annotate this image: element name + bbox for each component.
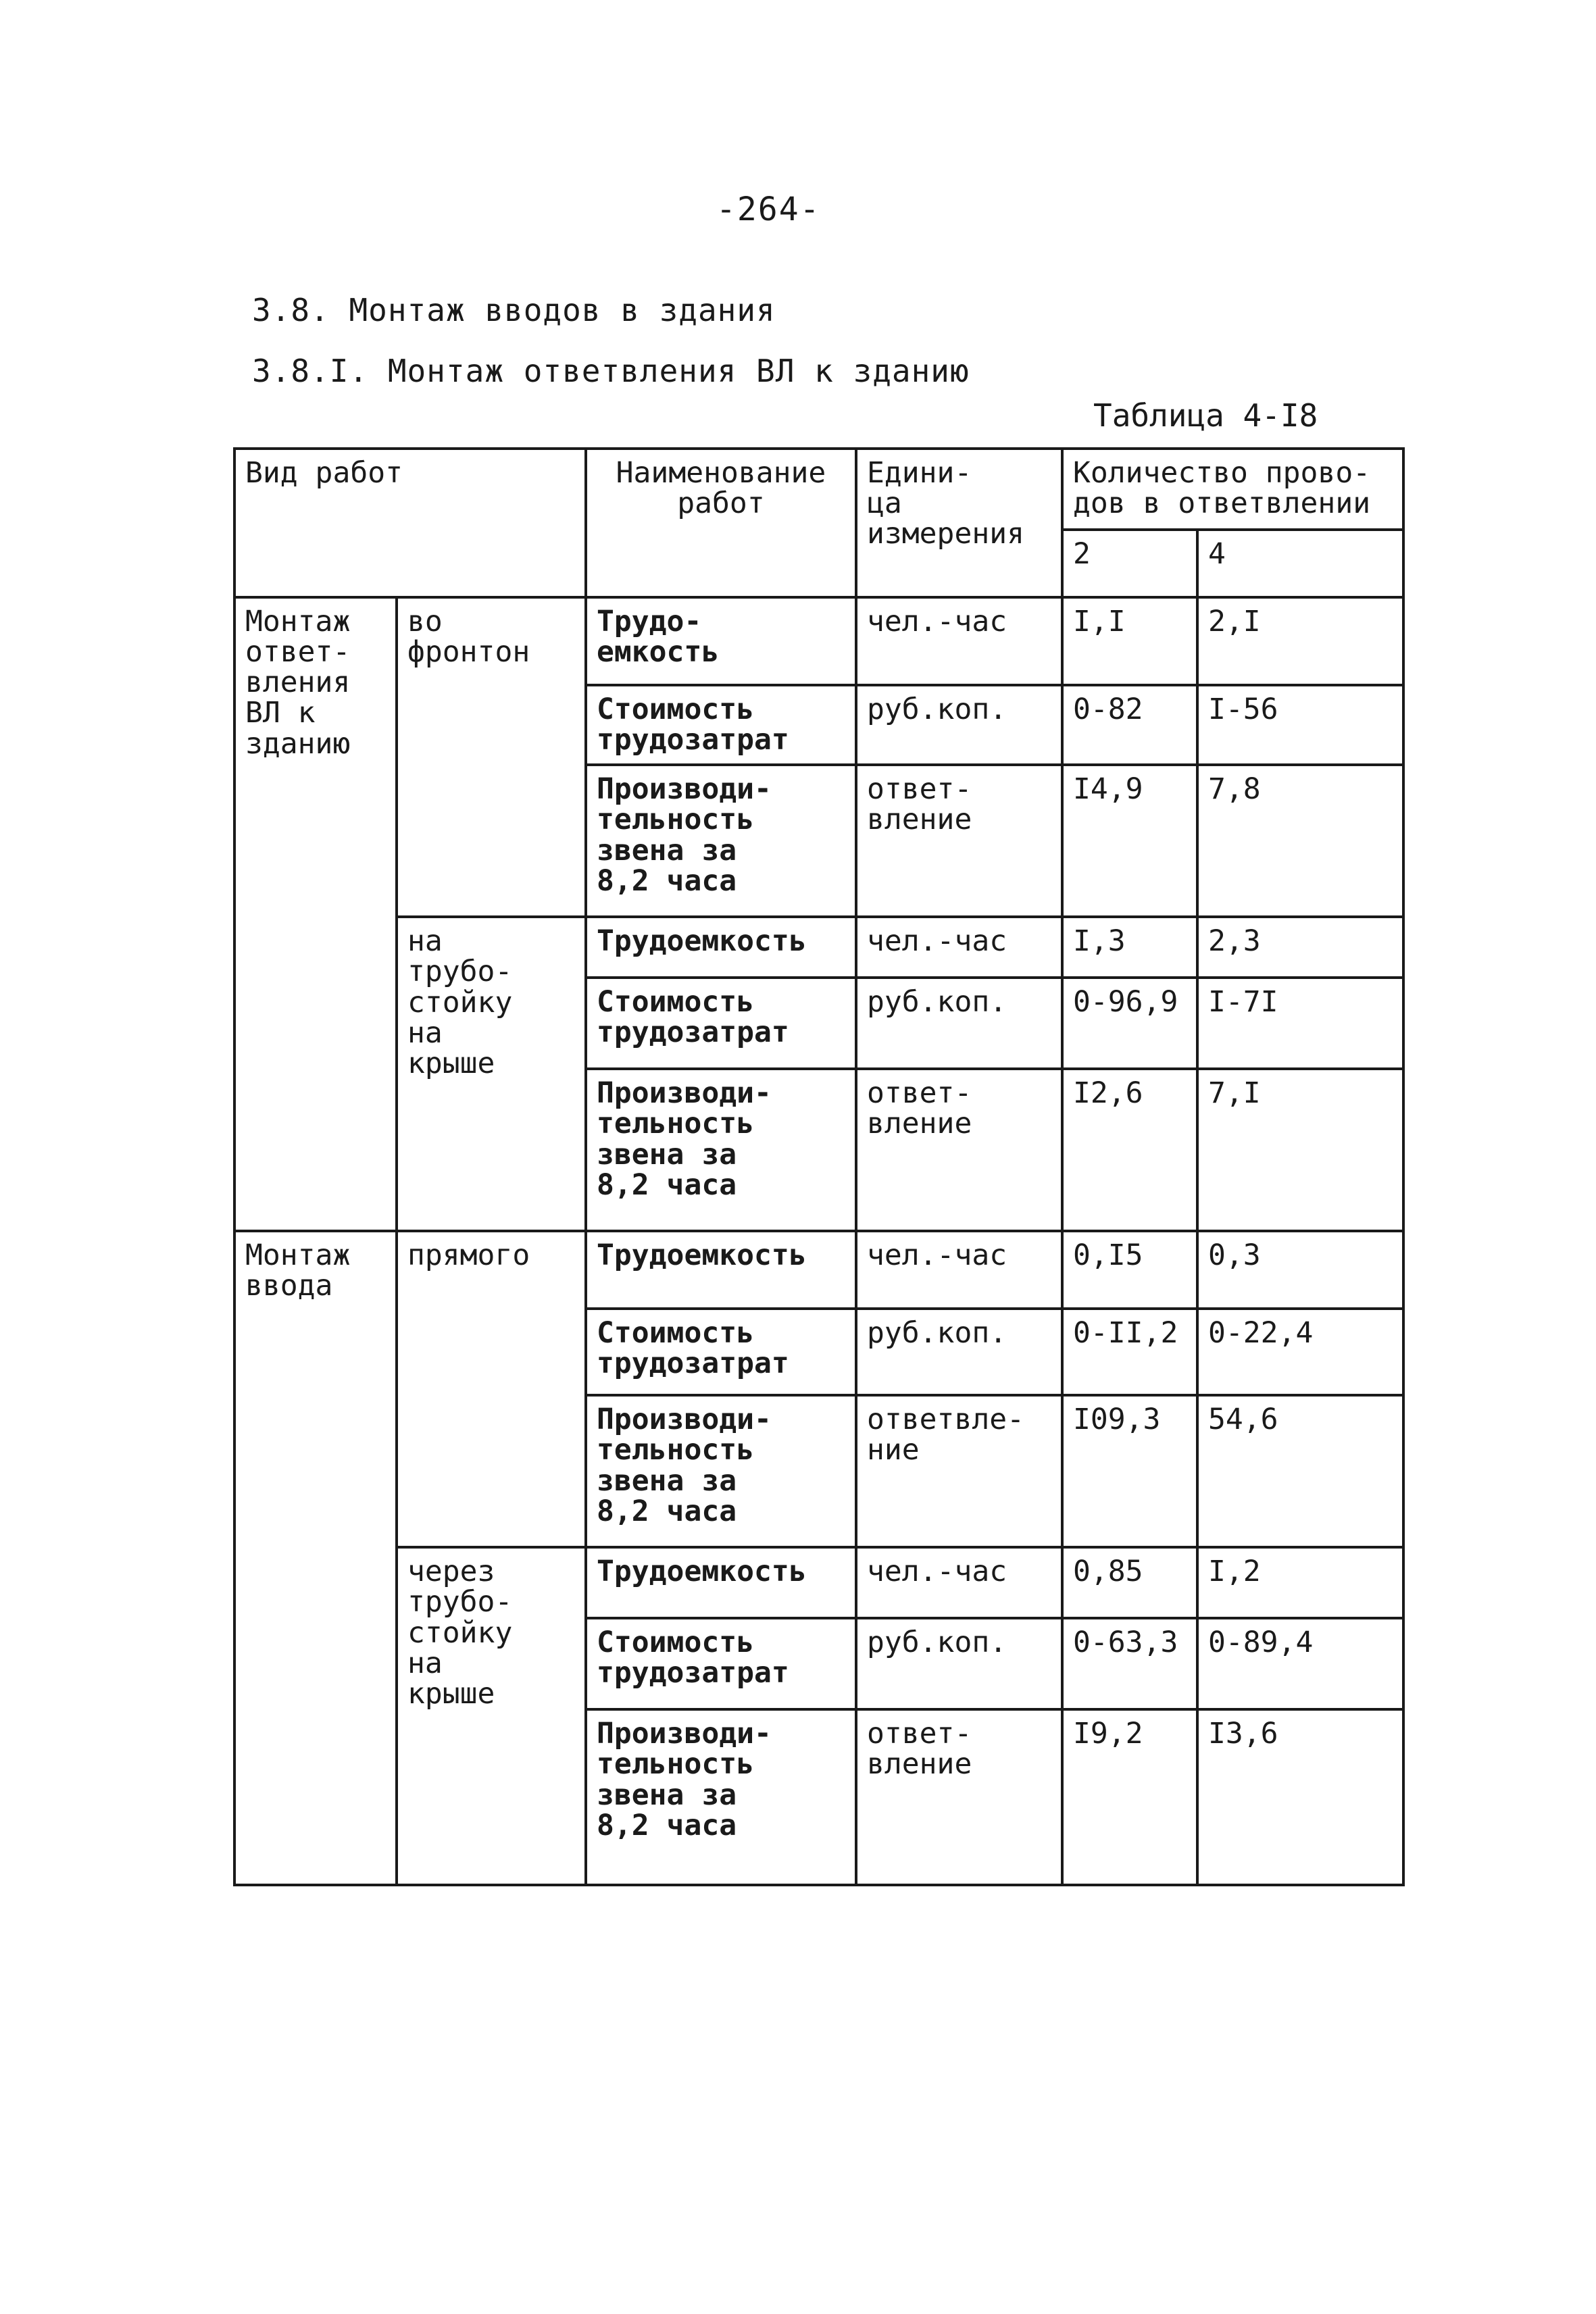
unit-cell: ответ- вление [856, 1709, 1062, 1885]
value-4: 7,8 [1197, 765, 1403, 917]
value-2: I,I [1062, 597, 1197, 685]
unit-cell: ответвле- ние [856, 1395, 1062, 1547]
table-label: Таблица 4-I8 [1093, 397, 1318, 434]
value-4: I-7I [1197, 978, 1403, 1069]
value-4: 0-22,4 [1197, 1309, 1403, 1395]
subgroup-label: на трубо- стойку на крыше [397, 917, 586, 1231]
unit-cell: руб.коп. [856, 1309, 1062, 1395]
group-label: Монтаж ввода [234, 1231, 397, 1885]
value-2: 0,I5 [1062, 1231, 1197, 1309]
header-col-2: 2 [1062, 530, 1197, 597]
value-4: 0,3 [1197, 1231, 1403, 1309]
value-4: I3,6 [1197, 1709, 1403, 1885]
work-name: Производи- тельность звена за 8,2 часа [586, 1069, 856, 1231]
unit-cell: чел.-час [856, 1547, 1062, 1618]
value-4: 2,3 [1197, 917, 1403, 978]
value-2: I4,9 [1062, 765, 1197, 917]
subsection-heading: 3.8.I. Монтаж ответвления ВЛ к зданию [252, 353, 970, 389]
work-name: Стоимость трудозатрат [586, 1309, 856, 1395]
norms-table [233, 447, 1405, 1886]
section-heading: 3.8. Монтаж вводов в здания [252, 292, 776, 328]
value-2: 0-96,9 [1062, 978, 1197, 1069]
unit-cell: руб.коп. [856, 685, 1062, 765]
subgroup-label: прямого [397, 1231, 586, 1547]
work-name: Производи- тельность звена за 8,2 часа [586, 1709, 856, 1885]
table-row [234, 1231, 1403, 1309]
value-4: 7,I [1197, 1069, 1403, 1231]
value-2: I2,6 [1062, 1069, 1197, 1231]
table-row [234, 597, 1403, 685]
work-name: Трудоемкость [586, 1231, 856, 1309]
work-name: Производи- тельность звена за 8,2 часа [586, 1395, 856, 1547]
header-wire-count: Количество прово- дов в ответвлении [1062, 449, 1403, 530]
unit-cell: чел.-час [856, 597, 1062, 685]
subgroup-label: во фронтон [397, 597, 586, 917]
page-number: -264- [716, 191, 821, 228]
subgroup-label: через трубо- стойку на крыше [397, 1547, 586, 1885]
unit-cell: руб.коп. [856, 978, 1062, 1069]
value-2: I09,3 [1062, 1395, 1197, 1547]
value-2: 0-II,2 [1062, 1309, 1197, 1395]
value-2: 0,85 [1062, 1547, 1197, 1618]
value-2: 0-63,3 [1062, 1618, 1197, 1709]
table-row [234, 1547, 1403, 1618]
work-name: Стоимость трудозатрат [586, 1618, 856, 1709]
group-label: Монтаж ответ- вления ВЛ к зданию [234, 597, 397, 1231]
header-col-4: 4 [1197, 530, 1403, 597]
unit-cell: чел.-час [856, 1231, 1062, 1309]
value-2: I9,2 [1062, 1709, 1197, 1885]
value-4: I-56 [1197, 685, 1403, 765]
work-name: Трудоемкость [586, 1547, 856, 1618]
value-4: 54,6 [1197, 1395, 1403, 1547]
header-unit: Едини- ца измерения [856, 449, 1062, 597]
work-name: Стоимость трудозатрат [586, 685, 856, 765]
work-name: Трудо- емкость [586, 597, 856, 685]
unit-cell: ответ- вление [856, 765, 1062, 917]
work-name: Трудоемкость [586, 917, 856, 978]
header-work-name: Наименование работ [586, 449, 856, 597]
unit-cell: чел.-час [856, 917, 1062, 978]
unit-cell: руб.коп. [856, 1618, 1062, 1709]
value-4: I,2 [1197, 1547, 1403, 1618]
work-name: Производи- тельность звена за 8,2 часа [586, 765, 856, 917]
value-4: 2,I [1197, 597, 1403, 685]
work-name: Стоимость трудозатрат [586, 978, 856, 1069]
value-2: 0-82 [1062, 685, 1197, 765]
unit-cell: ответ- вление [856, 1069, 1062, 1231]
header-work-type: Вид работ [234, 449, 586, 597]
value-2: I,3 [1062, 917, 1197, 978]
value-4: 0-89,4 [1197, 1618, 1403, 1709]
table-row [234, 917, 1403, 978]
